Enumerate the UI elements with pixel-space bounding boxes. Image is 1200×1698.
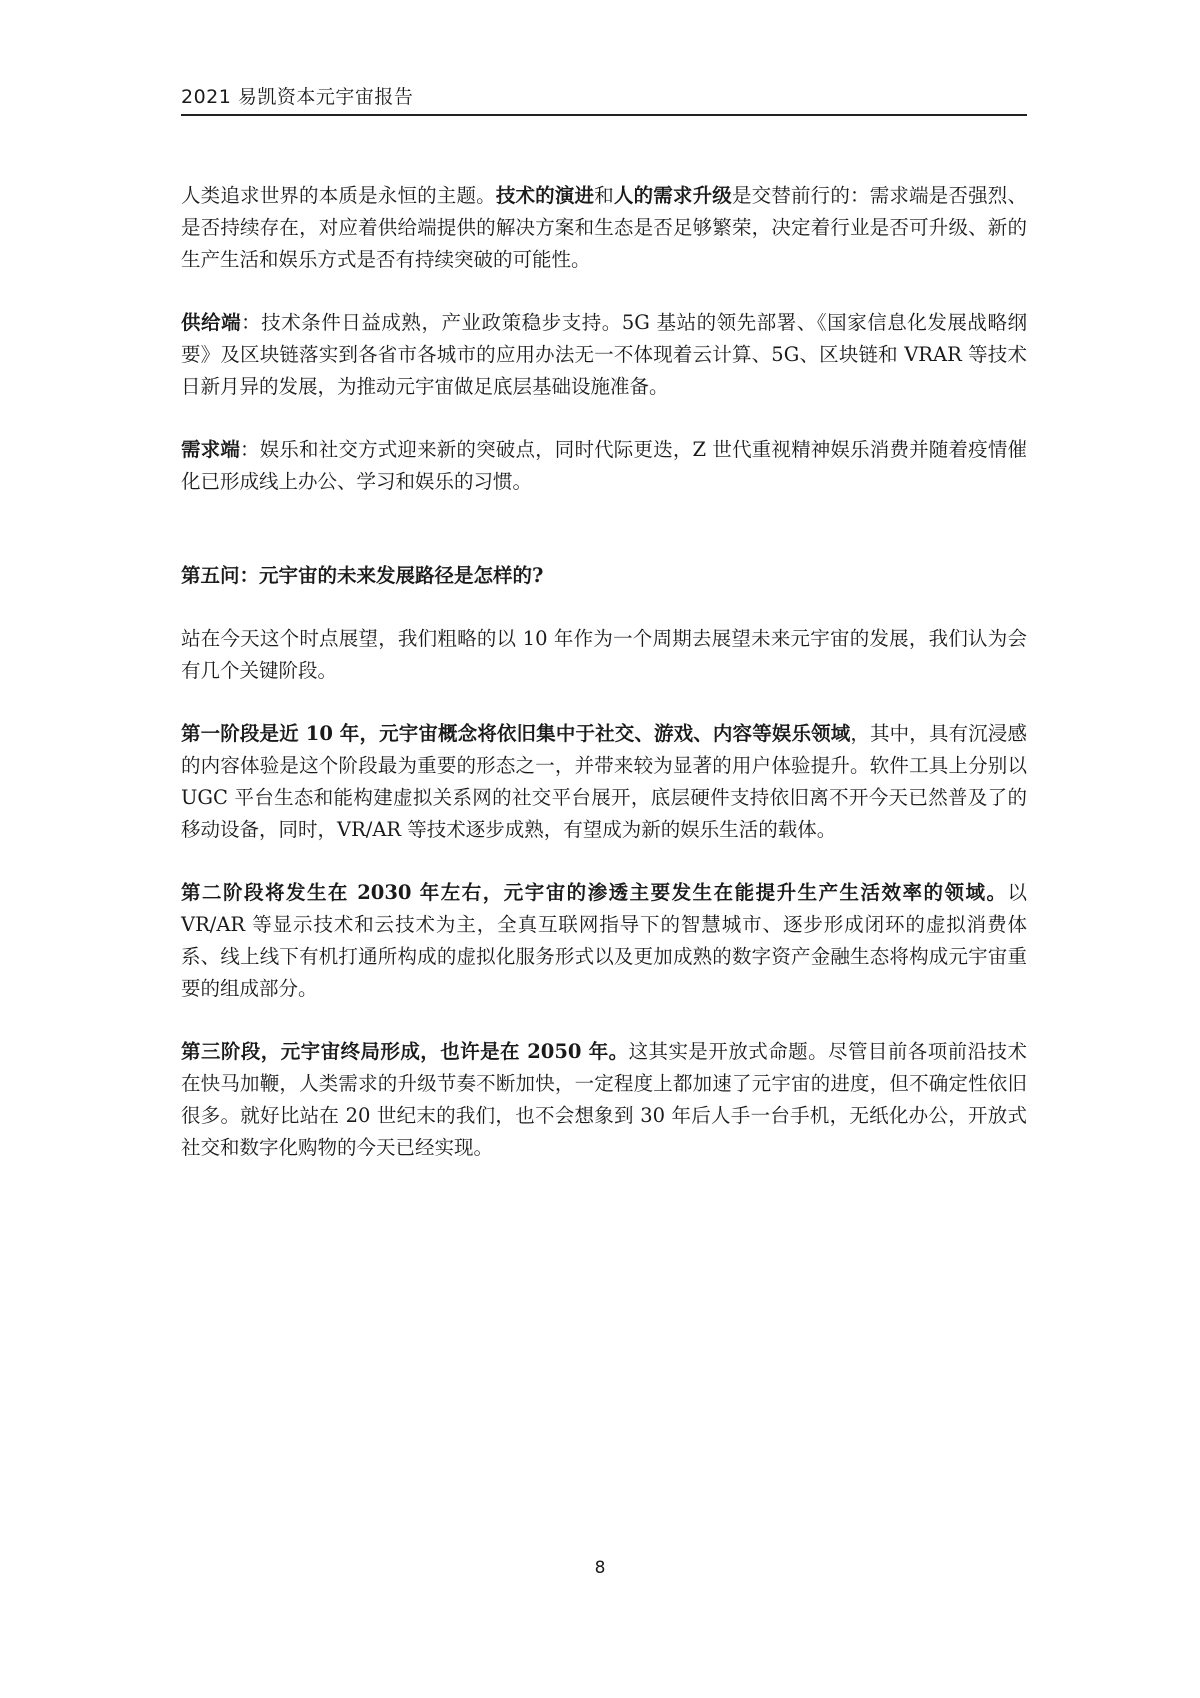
outlook-paragraph: 站在今天这个时点展望，我们粗略的以 10 年作为一个周期去展望未来元宇宙的发展，我们认为会有几个关键阶段。 bbox=[181, 627, 1027, 682]
stage1-text: ，其中，具有沉浸感的内容体验是这个阶段最为重要的形态之一，并带来较为显著的用户体验提升。软件工具上分别以 UGC 平台生态和能构建虚拟关系网的社交平台展开，底层硬件支持依旧离不开今天已然普及了的移动设备，同时，VR/AR 等技术逐步成熟，有望成为新的娱乐生活的载体。 bbox=[181, 722, 1027, 841]
supply-text: ：技术条件日益成熟，产业政策稳步支持。5G 基站的领先部署、《国家信息化发展战略纲要》及区块链落实到各省市各城市的应用办法无一不体现着云计算、5G、区块链和 VRAR 等技术日新月异的发展，为推动元宇宙做足底层基础设施准备。 bbox=[181, 311, 1027, 398]
intro-text-2: 和 bbox=[594, 184, 614, 207]
stage3-text: 这其实是开放式命题。尽管目前各项前沿技术在快马加鞭，人类需求的升级节奏不断加快，一定程度上都加速了元宇宙的进度，但不确定性依旧很多。就好比站在 20 世纪末的我们，也不会想象到 30 年后人手一台手机，无纸化办公，开放式社交和数字化购物的今天已经实现。 bbox=[181, 1040, 1027, 1159]
running-header bbox=[181, 84, 1027, 116]
supply-label: 供给端 bbox=[181, 311, 242, 334]
intro-text-1: 人类追求世界的本质是永恒的主题。 bbox=[181, 184, 496, 207]
stage1-paragraph bbox=[181, 718, 1027, 846]
stage2-text: 以 VR/AR 等显示技术和云技术为主，全真互联网指导下的智慧城市、逐步形成闭环的虚拟消费体系、线上线下有机打通所构成的虚拟化服务形式以及更加成熟的数字资产金融生态将构成元宇宙重要的组成部分。 bbox=[181, 881, 1027, 1000]
supply-paragraph bbox=[181, 307, 1027, 403]
demand-label: 需求端 bbox=[181, 438, 241, 461]
stage3-paragraph bbox=[181, 1036, 1027, 1164]
demand-text: ：娱乐和社交方式迎来新的突破点，同时代际更迭，Z 世代重视精神娱乐消费并随着疫情催化已形成线上办公、学习和娱乐的习惯。 bbox=[181, 438, 1027, 493]
stage3-bold: 第三阶段，元宇宙终局形成，也许是在 2050 年。 bbox=[181, 1040, 629, 1063]
stage2-bold: 第二阶段将发生在 2030 年左右，元宇宙的渗透主要发生在能提升生产生活效率的领域。 bbox=[181, 881, 1008, 904]
page-body bbox=[181, 180, 1027, 1195]
intro-paragraph bbox=[181, 180, 1027, 276]
section-heading: 第五问：元宇宙的未来发展路径是怎样的? bbox=[181, 564, 544, 587]
intro-text-3: 是交替前行的：需求端是否强烈、是否持续存在，对应着供给端提供的解决方案和生态是否足够繁荣，决定着行业是否可升级、新的生产生活和娱乐方式是否有持续突破的可能性。 bbox=[181, 184, 1027, 271]
intro-bold-tech: 技术的演进 bbox=[495, 184, 595, 207]
page-number: 8 bbox=[594, 1558, 606, 1578]
demand-paragraph bbox=[181, 434, 1027, 498]
stage2-paragraph bbox=[181, 877, 1027, 1005]
intro-bold-demand: 人的需求升级 bbox=[613, 184, 732, 207]
report-title: 2021 易凯资本元宇宙报告 bbox=[181, 86, 414, 108]
stage1-bold: 第一阶段是近 10 年，元宇宙概念将依旧集中于社交、游戏、内容等娱乐领域 bbox=[181, 722, 851, 745]
